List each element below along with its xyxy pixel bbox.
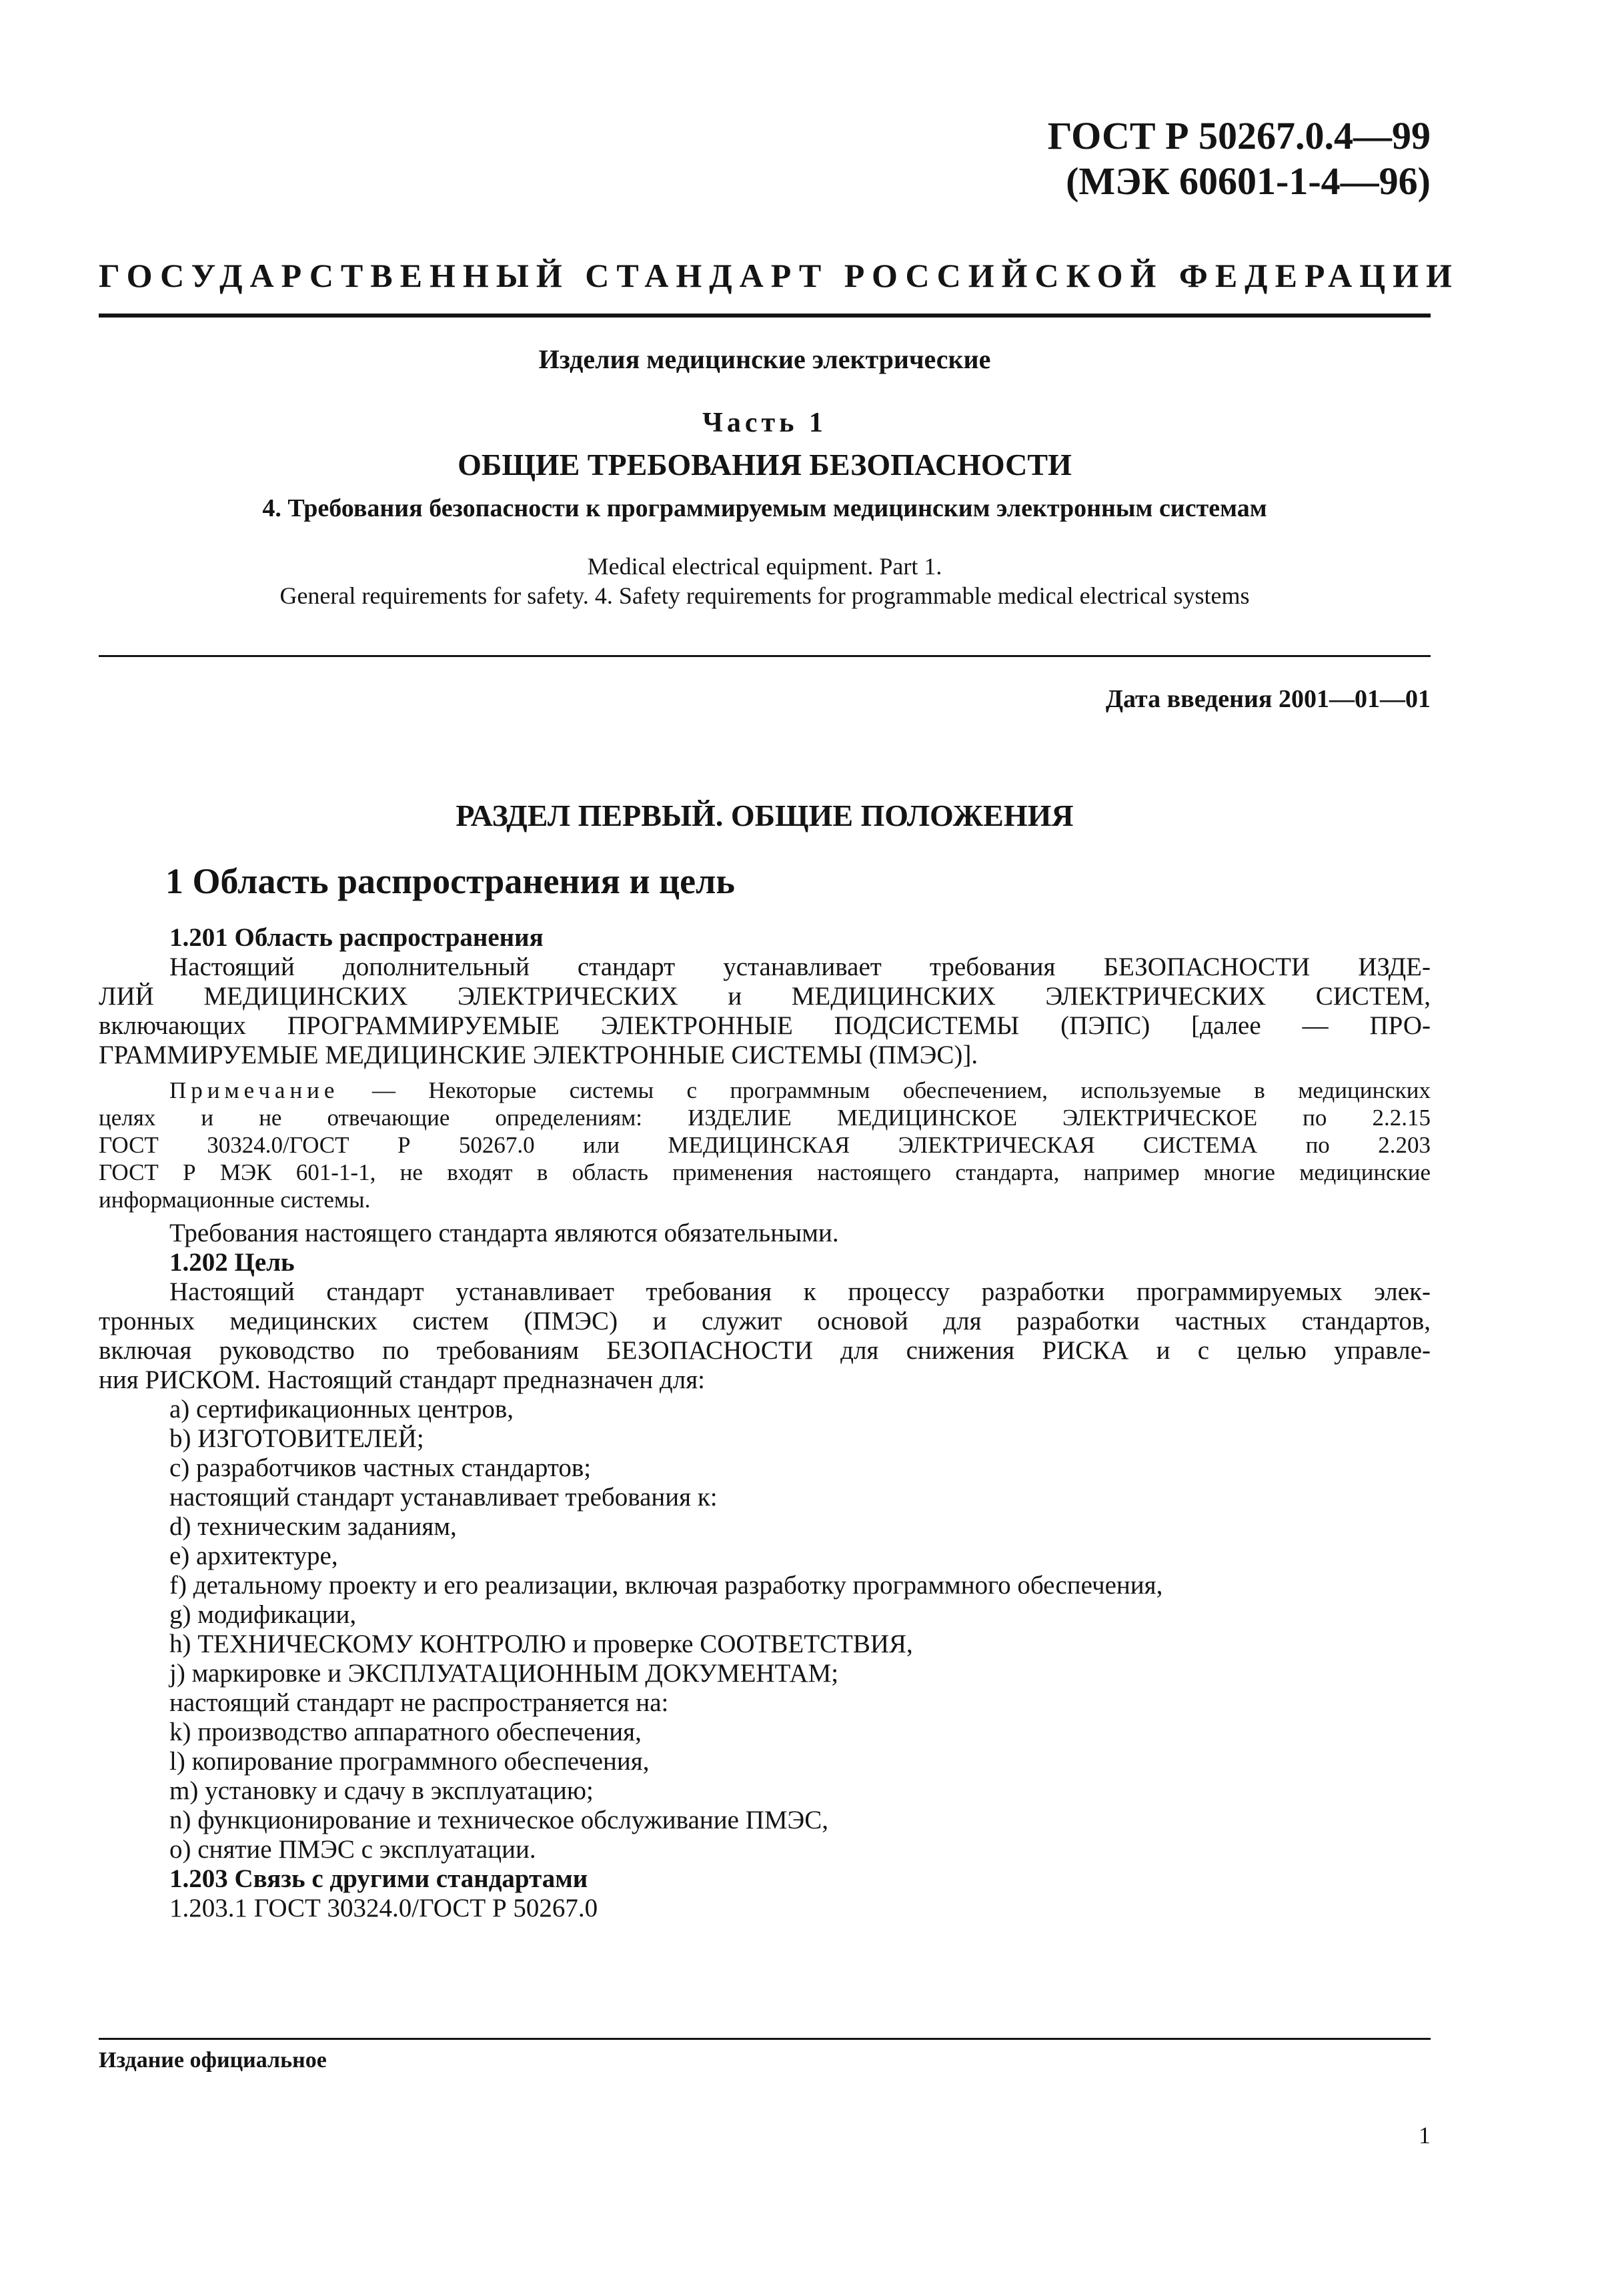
general-title: ОБЩИЕ ТРЕБОВАНИЯ БЕЗОПАСНОСТИ — [458, 448, 1072, 482]
mandatory-statement: Требования настоящего стандарта являются обязательными. — [169, 1219, 839, 1247]
part-title: Часть 1 — [702, 408, 827, 438]
list-item: е) архитектуре, — [169, 1542, 338, 1570]
introduction-date: Дата введения 2001—01—01 — [1105, 685, 1431, 713]
list-item: j) маркировке и ЭКСПЛУАТАЦИОННЫМ ДОКУМЕНТАМ; — [169, 1659, 839, 1688]
paragraph-line: Настоящий дополнительный стандарт устанавливает требования БЕЗОПАСНОСТИ ИЗДЕ- — [169, 953, 1431, 981]
clause-1202-heading: 1.202 Цель — [169, 1248, 295, 1277]
page-number: 1 — [1419, 2122, 1431, 2149]
list-lead: настоящий стандарт устанавливает требования к: — [169, 1483, 718, 1512]
list-item: g) модификации, — [169, 1600, 357, 1629]
footer-rule — [99, 2038, 1431, 2040]
list-item: k) производство аппаратного обеспечения, — [169, 1718, 642, 1746]
list-item: h) ТЕХНИЧЕСКОМУ КОНТРОЛЮ и проверке СООТВЕТСТВИЯ, — [169, 1630, 913, 1658]
clause-1203-1: 1.203.1 ГОСТ 30324.0/ГОСТ Р 50267.0 — [169, 1894, 598, 1922]
title-rule — [99, 655, 1431, 657]
paragraph-line: ГРАММИРУЕМЫЕ МЕДИЦИНСКИЕ ЭЛЕКТРОННЫЕ СИСТЕМЫ (ПМЭС)]. — [99, 1041, 978, 1069]
list-item: n) функционирование и техническое обслуживание ПМЭС, — [169, 1806, 829, 1834]
paragraph-line: тронных медицинских систем (ПМЭС) и служит основой для разработки частных стандартов, — [99, 1307, 1431, 1335]
note-line: целях и не отвечающие определениям: ИЗДЕЛИЕ МЕДИЦИНСКОЕ ЭЛЕКТРИЧЕСКОЕ по 2.2.15 — [99, 1105, 1431, 1131]
note-label: Примечание — [169, 1077, 339, 1103]
list-item: о) снятие ПМЭС с эксплуатации. — [169, 1835, 536, 1864]
paragraph-line: ЛИЙ МЕДИЦИНСКИХ ЭЛЕКТРИЧЕСКИХ и МЕДИЦИНСКИХ ЭЛЕКТРИЧЕСКИХ СИСТЕМ, — [99, 982, 1431, 1011]
clause-1203-heading: 1.203 Связь с другими стандартами — [169, 1864, 588, 1893]
subtitle: 4. Требования безопасности к программируемым медицинским электронным системам — [262, 494, 1267, 522]
list-lead: настоящий стандарт не распространяется на: — [169, 1688, 669, 1717]
list-item: d) техническим заданиям, — [169, 1512, 457, 1541]
list-item: l) копирование программного обеспечения, — [169, 1747, 650, 1776]
paragraph-line: включающих ПРОГРАММИРУЕМЫЕ ЭЛЕКТРОННЫЕ ПОДСИСТЕМЫ (ПЭПС) [далее — ПРО- — [99, 1011, 1431, 1040]
gost-number: ГОСТ Р 50267.0.4—99 — [1047, 114, 1431, 157]
list-item: m) установку и сдачу в эксплуатацию; — [169, 1776, 594, 1805]
note-line — [169, 1077, 1431, 1104]
note-line: ГОСТ Р МЭК 601-1-1, не входят в область применения настоящего стандарта, например многие медицинские — [99, 1159, 1431, 1185]
iec-number: (МЭК 60601-1-4—96) — [1066, 159, 1431, 203]
list-item: с) разработчиков частных стандартов; — [169, 1454, 592, 1482]
list-item: b) ИЗГОТОВИТЕЛЕЙ; — [169, 1424, 424, 1453]
note-line: ГОСТ 30324.0/ГОСТ Р 50267.0 или МЕДИЦИНСКАЯ ЭЛЕКТРИЧЕСКАЯ СИСТЕМА по 2.203 — [99, 1132, 1431, 1158]
clause-1201-heading: 1.201 Область распространения — [169, 923, 544, 952]
note-text: — Некоторые системы с программным обеспечением, используемые в медицинских — [339, 1077, 1431, 1103]
paragraph-line: включая руководство по требованиям БЕЗОПАСНОСТИ для снижения РИСКА и с целью управле- — [99, 1336, 1431, 1365]
state-standard-title: ГОСУДАРСТВЕННЫЙ СТАНДАРТ РОССИЙСКОЙ ФЕДЕРАЦИИ — [99, 257, 1459, 294]
paragraph-line: ния РИСКОМ. Настоящий стандарт предназначен для: — [99, 1365, 705, 1394]
paragraph-line: Настоящий стандарт устанавливает требования к процессу разработки программируемых элек- — [169, 1277, 1431, 1306]
product-title: Изделия медицинские электрические — [538, 344, 991, 374]
note-line: информационные системы. — [99, 1187, 371, 1213]
header-rule — [99, 314, 1431, 318]
english-title-2: General requirements for safety. 4. Safety requirements for programmable medical electrical systems — [279, 582, 1250, 609]
english-title-1: Medical electrical equipment. Part 1. — [587, 553, 942, 580]
body-text — [99, 923, 1431, 1923]
official-edition: Издание официальное — [99, 2048, 327, 2073]
list-item: f) детальному проекту и его реализации, включая разработку программного обеспечения, — [169, 1571, 1163, 1600]
clause-1-heading: 1 Область распространения и цель — [165, 861, 735, 901]
section-title: РАЗДЕЛ ПЕРВЫЙ. ОБЩИЕ ПОЛОЖЕНИЯ — [456, 798, 1074, 832]
standard-designation — [1048, 113, 1431, 204]
list-item: а) сертификационных центров, — [169, 1395, 514, 1423]
